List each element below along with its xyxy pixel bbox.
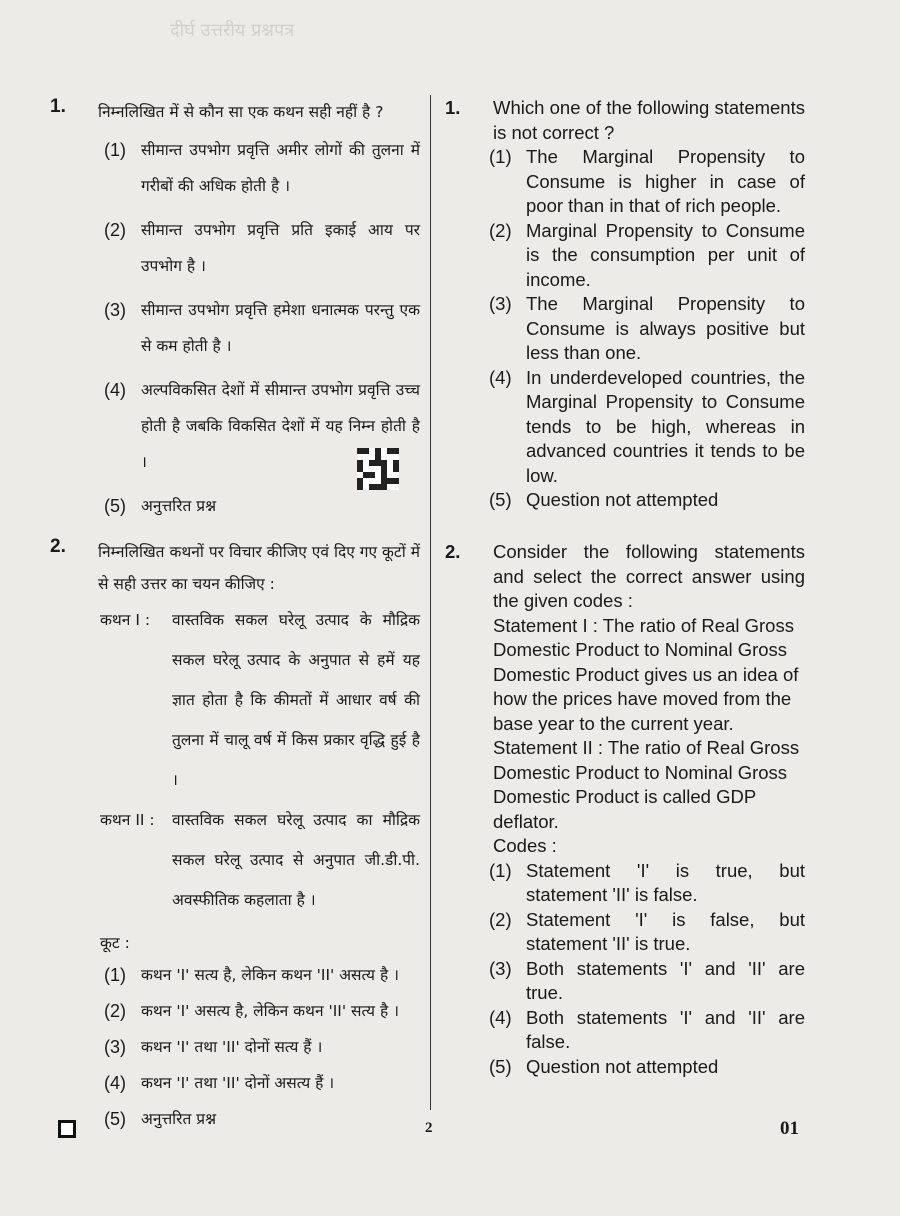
- option-3: [104, 292, 420, 364]
- option-number: (5): [104, 1109, 126, 1129]
- page-number: 2: [425, 1120, 433, 1136]
- option-2: [104, 212, 420, 284]
- statement-2: [493, 736, 805, 834]
- statement-label: Statement I :: [493, 614, 598, 636]
- option-5: [489, 1055, 805, 1080]
- option-number: (2): [489, 908, 512, 930]
- option-5: [104, 488, 420, 524]
- statement-label: Statement II :: [493, 737, 604, 758]
- question-text: Consider the following statements and select the correct answer using the given codes :: [493, 541, 805, 611]
- column-divider: [430, 95, 431, 1110]
- option-text: Question not attempted: [526, 489, 719, 510]
- option-4: [489, 1006, 805, 1055]
- option-number: (3): [489, 293, 512, 314]
- option-number: (2): [104, 220, 126, 240]
- hindi-column: [50, 96, 420, 1140]
- option-2: [104, 996, 420, 1026]
- option-4: [489, 366, 805, 489]
- option-number: (2): [104, 1001, 126, 1021]
- option-text: In underdeveloped countries, the Marginal Propensity to Consume tends to be high, whereas in advanced countries it tends to be low.: [526, 366, 805, 486]
- option-text: Marginal Propensity to Consume is the consumption per unit of income.: [526, 219, 805, 290]
- question-2-english: [445, 540, 805, 1079]
- statement-text: वास्तविक सकल घरेलू उत्पाद के मौद्रिक सकल घरेलू उत्पाद के अनुपात से हमें यह ज्ञात होता है कि कीमतों में आधार वर्ष की तुलना में चालू वर्ष में किस प्रकार वृद्धि हुई है ।: [172, 611, 420, 789]
- option-4: [104, 1068, 420, 1098]
- option-number: (4): [104, 1073, 126, 1093]
- codes-label: Codes :: [493, 835, 557, 856]
- question-2-hindi: [50, 536, 420, 1134]
- option-text: Statement 'I' is false, but statement 'II' is true.: [526, 908, 805, 954]
- option-number: (4): [104, 380, 126, 400]
- option-text: सीमान्त उपभोग प्रवृत्ति हमेशा धनात्मक परन्तु एक से कम होती है ।: [141, 301, 420, 355]
- options-list: [104, 960, 420, 1134]
- option-text: Question not attempted: [526, 1055, 719, 1077]
- option-number: (2): [489, 219, 512, 241]
- option-number: (1): [489, 146, 512, 167]
- english-column: [445, 96, 805, 1079]
- square-marker-icon: [58, 1120, 76, 1138]
- option-text: Statement 'I' is true, but statement 'II' is false.: [526, 859, 805, 905]
- question-1-english: [445, 96, 805, 540]
- statement-text: The ratio of Real Gross Domestic Product to Nominal Gross Domestic Product is called GDP deflator.: [493, 737, 800, 832]
- question-number: 2.: [50, 536, 66, 557]
- option-5: [489, 488, 805, 513]
- statement-text: The ratio of Real Gross Domestic Product to Nominal Gross Domestic Product gives us an idea of how the prices have moved from the base year to the current year.: [493, 614, 799, 734]
- option-number: (1): [104, 965, 126, 985]
- option-number: (5): [489, 489, 512, 510]
- option-3: [489, 957, 805, 1006]
- option-text: कथन 'I' तथा 'II' दोनों सत्य हैं ।: [141, 1038, 323, 1056]
- option-text: सीमान्त उपभोग प्रवृत्ति अमीर लोगों की तुलना में गरीबों की अधिक होती है ।: [141, 141, 420, 195]
- statement-label: कथन II :: [100, 811, 155, 829]
- option-1: [489, 145, 805, 219]
- option-text: कथन 'I' असत्य है, लेकिन कथन 'II' सत्य है ।: [141, 1002, 399, 1020]
- option-text: Both statements 'I' and 'II' are false.: [526, 1006, 805, 1052]
- statement-1: [100, 600, 420, 800]
- option-1: [104, 960, 420, 990]
- option-number: (3): [489, 957, 512, 979]
- question-text: Which one of the following statements is not correct ?: [493, 97, 805, 143]
- option-text: The Marginal Propensity to Consume is higher in case of poor than in that of rich people.: [526, 146, 805, 216]
- option-text: कथन 'I' सत्य है, लेकिन कथन 'II' असत्य है ।: [141, 966, 399, 984]
- option-number: (5): [489, 1055, 512, 1077]
- option-number: (3): [104, 300, 126, 320]
- option-number: (4): [489, 1006, 512, 1028]
- question-text: निम्नलिखित कथनों पर विचार कीजिए एवं दिए गए कूटों में से सही उत्तर का चयन कीजिए :: [98, 543, 420, 593]
- question-number: 1.: [445, 97, 461, 118]
- option-text: कथन 'I' तथा 'II' दोनों असत्य हैं ।: [141, 1074, 335, 1092]
- option-5: [104, 1104, 420, 1134]
- option-text: अल्पविकसित देशों में सीमान्त उपभोग प्रवृत्ति उच्च होती है जबकि विकसित देशों में यह निम्न होती है ।: [141, 381, 420, 471]
- option-text: अनुत्तरित प्रश्न: [141, 1110, 217, 1128]
- qr-code-icon: [357, 448, 399, 490]
- question-number: 2.: [445, 541, 461, 562]
- option-text: The Marginal Propensity to Consume is always positive but less than one.: [526, 293, 805, 363]
- statement-1: [493, 614, 805, 737]
- option-1: [489, 859, 805, 908]
- statement-2: [100, 800, 420, 920]
- option-2: [489, 908, 805, 957]
- option-number: (1): [104, 140, 126, 160]
- option-number: (3): [104, 1037, 126, 1057]
- codes-label: कूट :: [100, 934, 130, 952]
- option-3: [104, 1032, 420, 1062]
- statement-text: वास्तविक सकल घरेलू उत्पाद का मौद्रिक सकल घरेलू उत्पाद से अनुपात जी.डी.पी. अवस्फीतिक कहलाता है ।: [172, 811, 420, 909]
- option-number: (4): [489, 366, 512, 388]
- option-1: [104, 132, 420, 204]
- option-number: (5): [104, 496, 126, 516]
- option-number: (1): [489, 859, 512, 881]
- statement-label: कथन I :: [100, 611, 151, 629]
- booklet-code: 01: [780, 1118, 799, 1139]
- faded-header-text: दीर्घ उत्तरीय प्रश्नपत्र: [170, 20, 295, 41]
- question-text: निम्नलिखित में से कौन सा एक कथन सही नहीं है ?: [98, 103, 384, 121]
- option-2: [489, 219, 805, 293]
- question-number: 1.: [50, 96, 66, 117]
- option-text: Both statements 'I' and 'II' are true.: [526, 957, 805, 1003]
- option-text: अनुत्तरित प्रश्न: [141, 497, 217, 515]
- options-list: [489, 145, 805, 513]
- options-list: [489, 859, 805, 1080]
- option-text: सीमान्त उपभोग प्रवृत्ति प्रति इकाई आय पर उपभोग है ।: [141, 221, 420, 275]
- option-3: [489, 292, 805, 366]
